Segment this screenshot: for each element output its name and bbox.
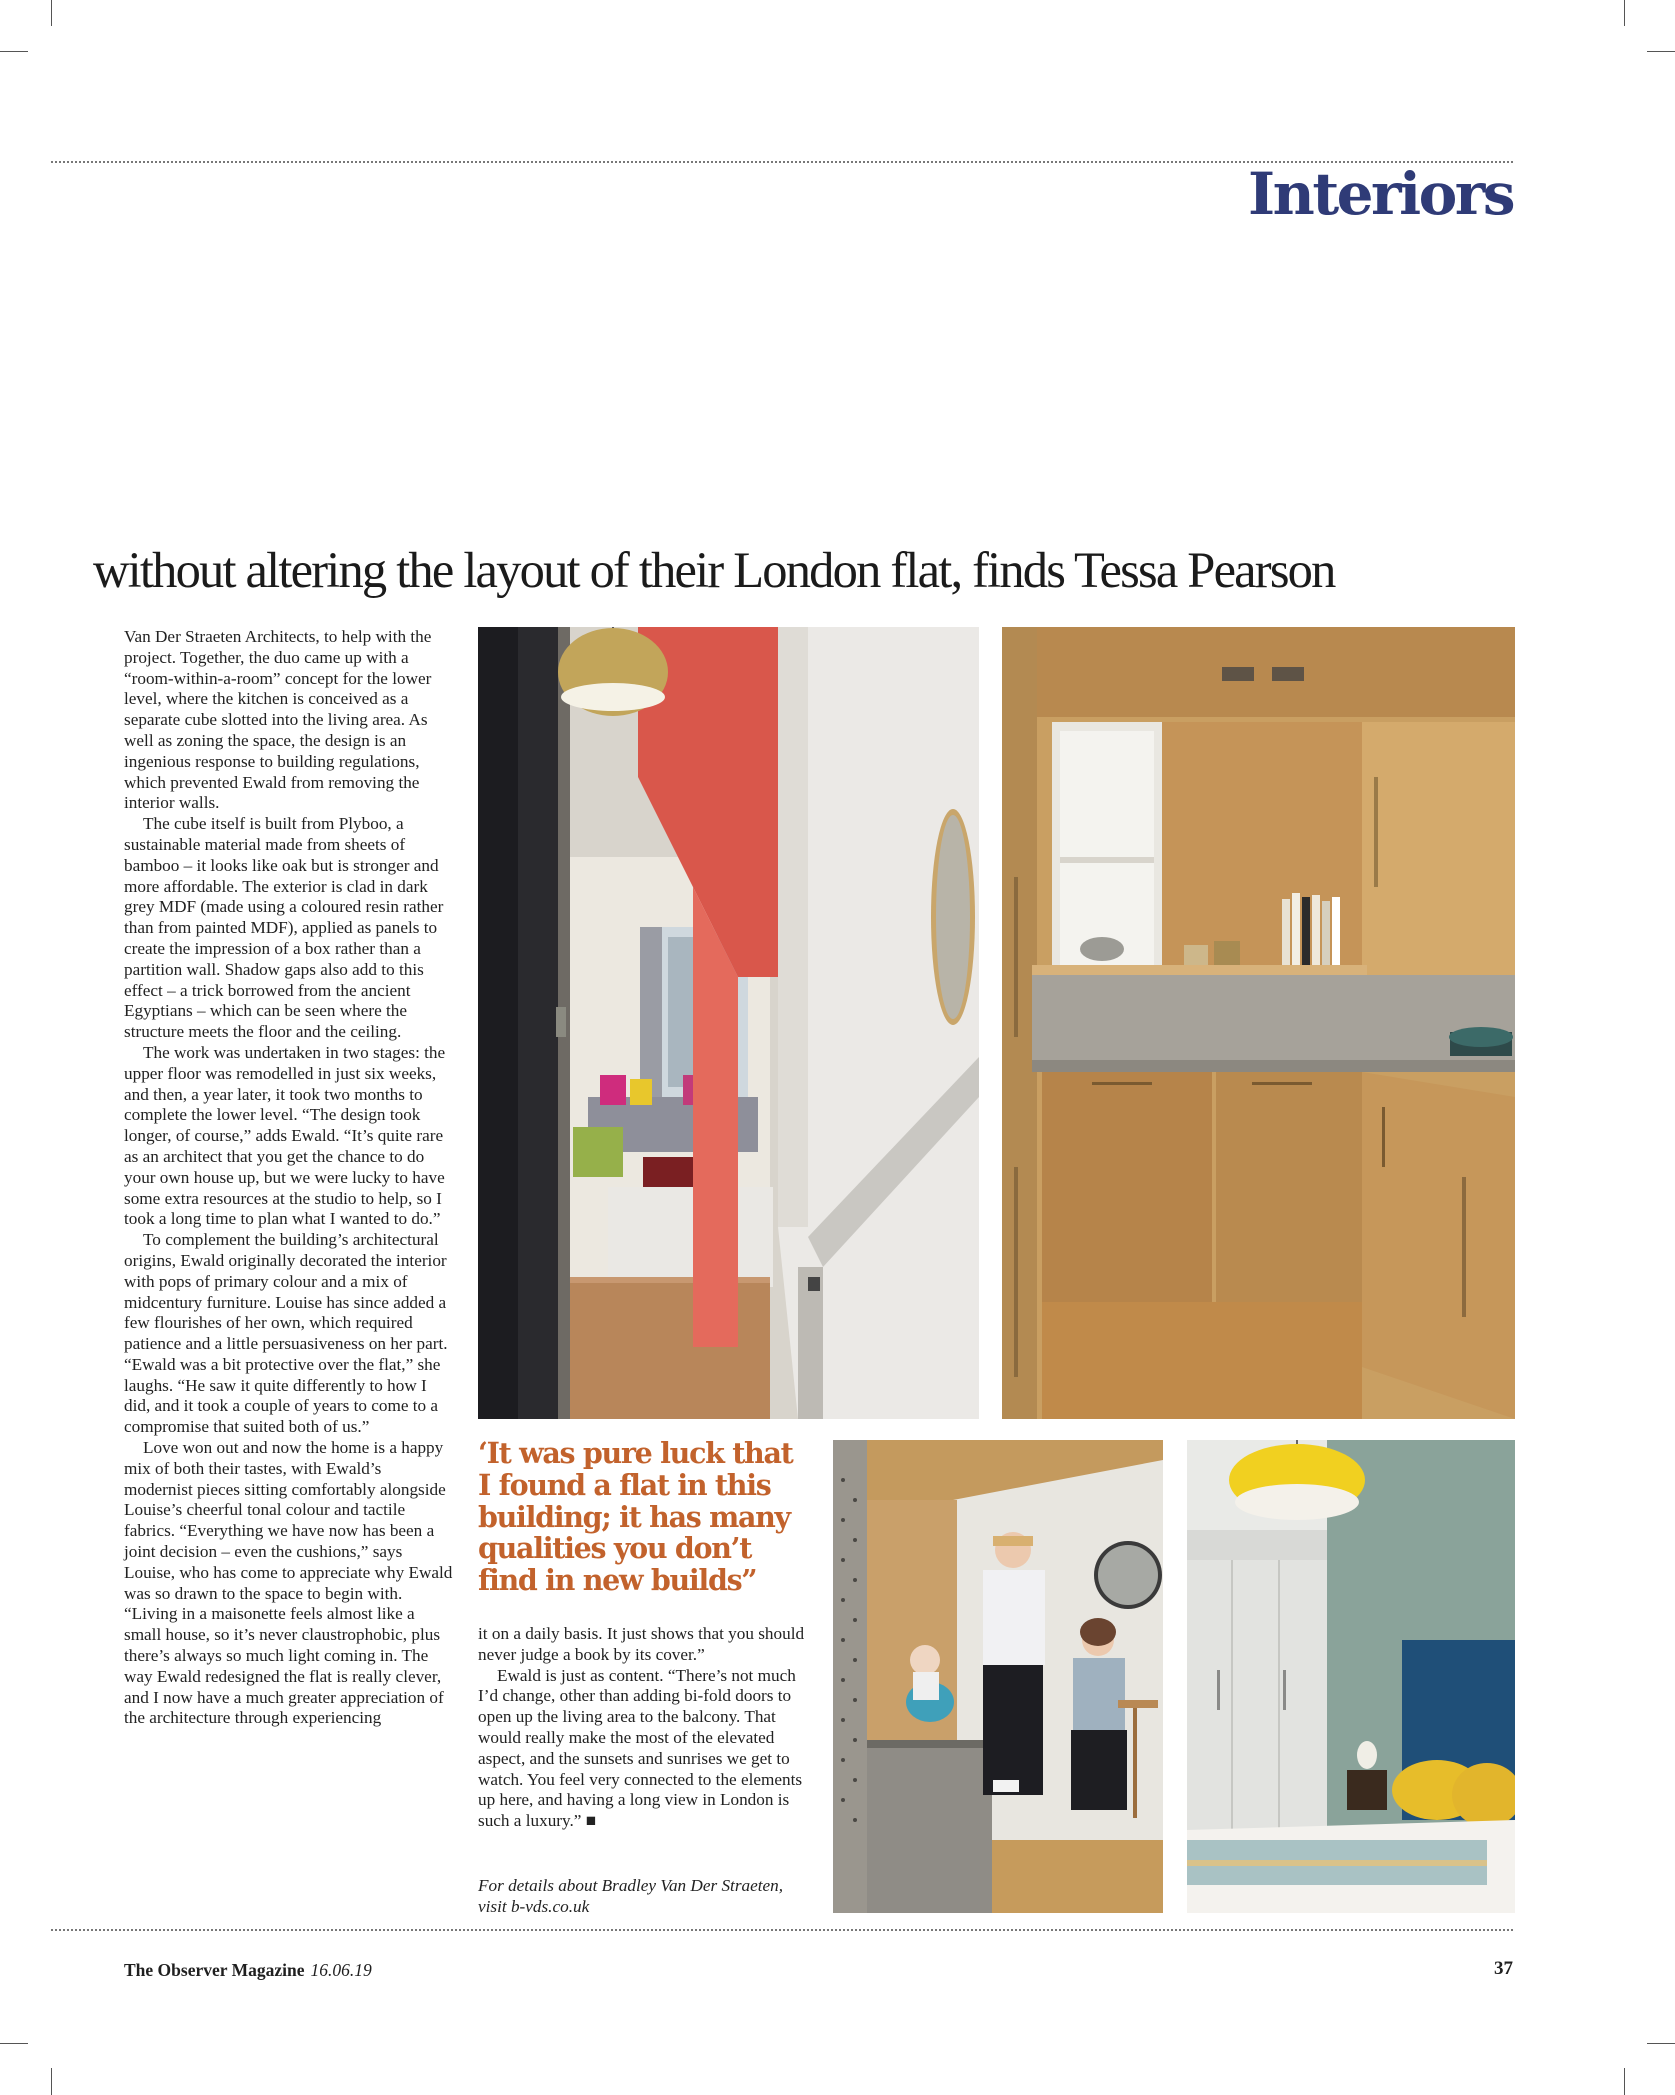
section-title: Interiors	[1248, 160, 1513, 228]
crop-mark-bl-v	[51, 2068, 52, 2095]
page-number: 37	[1494, 1958, 1513, 1979]
crop-mark-tr-v	[1624, 0, 1625, 26]
kitchen-illustration	[1002, 627, 1515, 1419]
paragraph: it on a daily basis. It just shows that you should never judge a book by its cover.”	[478, 1624, 805, 1664]
hallway-illustration	[478, 627, 979, 1419]
paragraph: The cube itself is built from Plyboo, a sustainable material made from sheets of bamboo – it looks like oak but is stronger and more affordable. The exterior is clad in dark grey MDF (made using a coloured resin rather than from painted MDF), applied as panels to create the impression of a box rather than a partition wall. Shadow gaps also add to this effect – a trick borrowed from the ancient Egyptians – which can be seen where the structure meets the floor and the ceiling.	[124, 814, 444, 1042]
photo-credit-note: For details about Bradley Van Der Straeten, visit b-vds.co.uk	[478, 1876, 784, 1916]
crop-mark-tl-v	[51, 0, 52, 26]
paragraph: Van Der Straeten Architects, to help with the project. Together, the duo came up with a “room-within-a-room” concept for the lower level, where the kitchen is conceived as a separate cube slotted into the living area. As well as zoning the space, the design is an ingenious response to building regulations, which prevented Ewald from removing the interior walls.	[124, 627, 432, 813]
bottom-dotted-rule	[51, 1929, 1513, 1931]
portrait-illustration	[833, 1440, 1163, 1913]
paragraph: Love won out and now the home is a happy mix of both their tastes, with Ewald’s modernist pieces sitting comfortably alongside Louise’s cheerful tonal colour and tactile fabrics. “Everything we have now has been a joint decision – even the cushions,” says Louise, who has come to appreciate why Ewald was so drawn to the space to begin with. “Living in a maisonette feels almost like a small house, so it’s never claustrophobic, plus there’s always so much light coming in. The way Ewald redesigned the flat is really clever, and I now have a much greater appreciation of the architecture through experiencing	[124, 1438, 453, 1728]
footer-publication	[124, 1960, 372, 1981]
article-column-1	[124, 627, 454, 1729]
crop-mark-tl-h	[0, 51, 28, 52]
crop-mark-br-v	[1624, 2068, 1625, 2095]
crop-mark-bl-h	[0, 2043, 28, 2044]
article-column-2	[478, 1624, 808, 1832]
photo-couple-portrait	[833, 1440, 1163, 1913]
standfirst: without altering the layout of their London flat, finds Tessa Pearson	[93, 542, 1335, 598]
pull-quote: ‘It was pure luck that I found a flat in this building; it has many qualities you don’t find in new builds”	[478, 1436, 793, 1598]
magazine-name: The Observer Magazine	[124, 1960, 305, 1980]
issue-date: 16.06.19	[310, 1960, 372, 1980]
paragraph: Ewald is just as content. “There’s not much I’d change, other than adding bi-fold doors to open up the living area to the balcony. That would really make the most of the elevated aspect, and the sunsets and sunrises we get to watch. You feel very connected to the elements up here, and having a long view in London is such a luxury.” ■	[478, 1665, 803, 1831]
photo-bedroom	[1187, 1440, 1515, 1913]
photo-bamboo-kitchen	[1002, 627, 1515, 1419]
photo-hallway-living-room	[478, 627, 979, 1419]
crop-mark-br-h	[1647, 2043, 1675, 2044]
bedroom-illustration	[1187, 1440, 1515, 1913]
paragraph: The work was undertaken in two stages: the upper floor was remodelled in just six weeks, and then, a year later, it took two months to complete the lower level. “The design took longer, of course,” adds Ewald. “It’s quite rare as an architect that you get the chance to do your own house up, but we were lucky to have some extra resources at the studio to help, so I took a long time to plan what I wanted to do.”	[124, 1042, 446, 1229]
crop-mark-tr-h	[1647, 51, 1675, 52]
paragraph: To complement the building’s architectural origins, Ewald originally decorated the interior with pops of primary colour and a mix of midcentury furniture. Louise has since added a few flourishes of her own, which required patience and a little persuasiveness on her part. “Ewald was a bit protective over the flat,” she laughs. “He saw it quite differently to how I did, and it took a couple of years to come to a compromise that suited both of us.”	[124, 1230, 448, 1437]
